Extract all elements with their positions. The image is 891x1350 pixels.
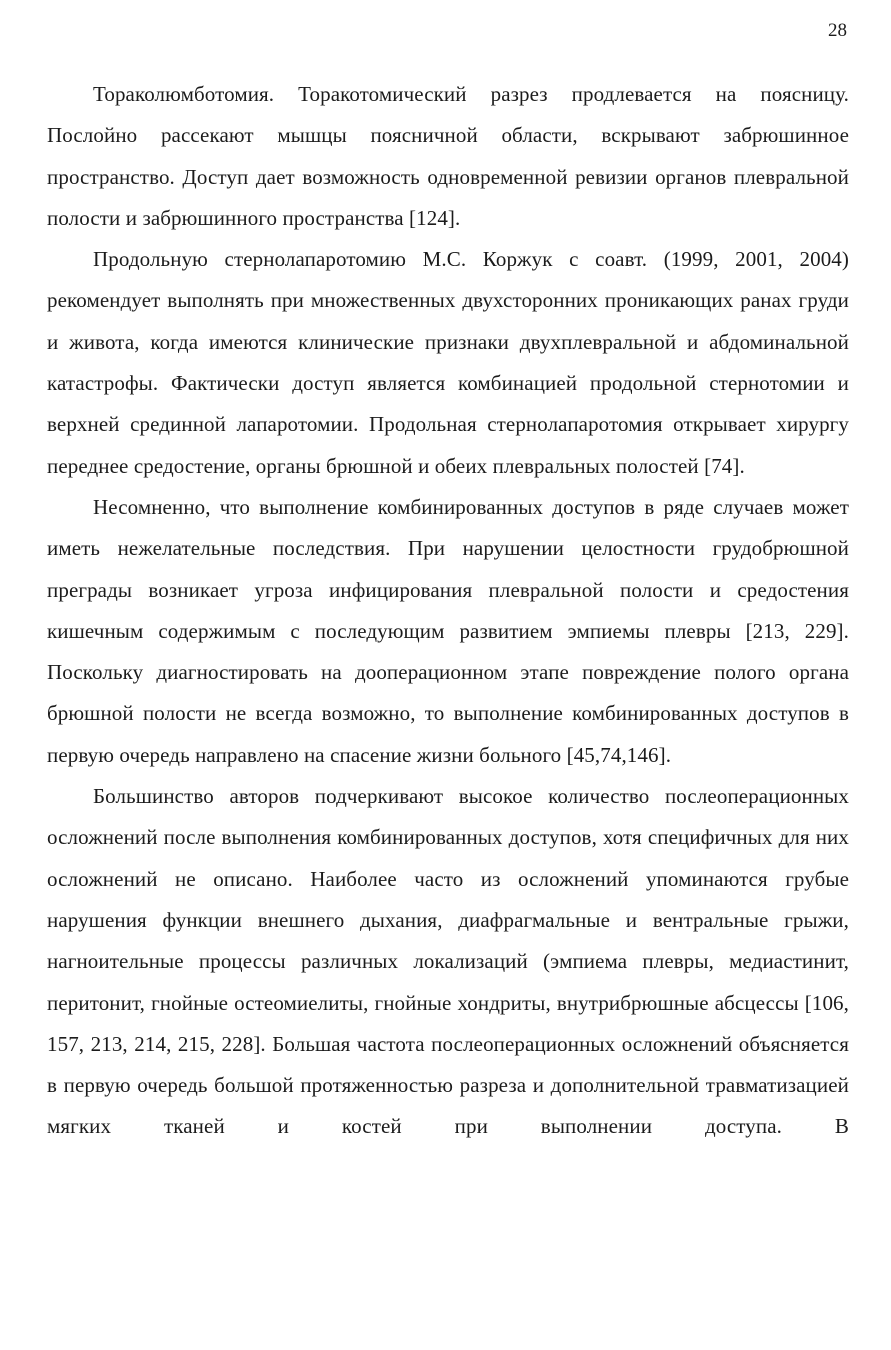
paragraph-combined-access-consequences: Несомненно, что выполнение комбинированных доступов в ряде случаев может иметь нежелательные последствия. При нарушении целостности грудобрюшной преграды возникает угроза инфицирования плевральной полости и средостения кишечным содержимым с последующим развитием эмпиемы плевры [213, 229]. Поскольку диагностировать на дооперационном этапе повреждение полого органа брюшной полости не всегда возможно, то выполнение комбинированных доступов в первую очередь направлено на спасение жизни больного [45,74,146]. [47, 494, 849, 767]
paragraph-postoperative-complications: Большинство авторов подчеркивают высокое количество послеоперационных осложнений после выполнения комбинированных доступов, хотя специфичных для них осложнений не описано. Наиболее часто из осложнений упоминаются грубые нарушения функции внешнего дыхания, диафрагмальные и вентральные грыжи, нагноительные процессы различных локализаций (эмпиема плевры, медиастинит, перитонит, гнойные остеомиелиты, гнойные хондриты, внутрибрюшные абсцессы [106, 157, 213, 214, 215, 228]. Большая частота послеоперационных осложнений объясняется в первую очередь большой протяженностью разреза и дополнительной травматизацией мягких тканей и костей при выполнении доступа. В [47, 784, 849, 1139]
paragraph-thoracolumbotomy: Тораколюмботомия. Торакотомический разрез продлевается на поясницу. Послойно рассекают мышцы поясничной области, вскрывают забрюшинное пространство. Доступ дает возможность одновременной ревизии органов плевральной полости и забрюшинного пространства [124]. [47, 82, 849, 230]
page-number: 28 [828, 20, 847, 41]
paragraph-sternolaparotomy: Продольную стернолапаротомию М.С. Коржук с соавт. (1999, 2001, 2004) рекомендует выполнять при множественных двухсторонних проникающих ранах груди и живота, когда имеются клинические признаки двухплевральной и абдоминальной катастрофы. Фактически доступ является комбинацией продольной стернотомии и верхней срединной лапаротомии. Продольная стернолапаротомия открывает хирургу переднее средостение, органы брюшной и обеих плевральных полостей [74]. [47, 247, 849, 478]
text-body [47, 74, 849, 1148]
